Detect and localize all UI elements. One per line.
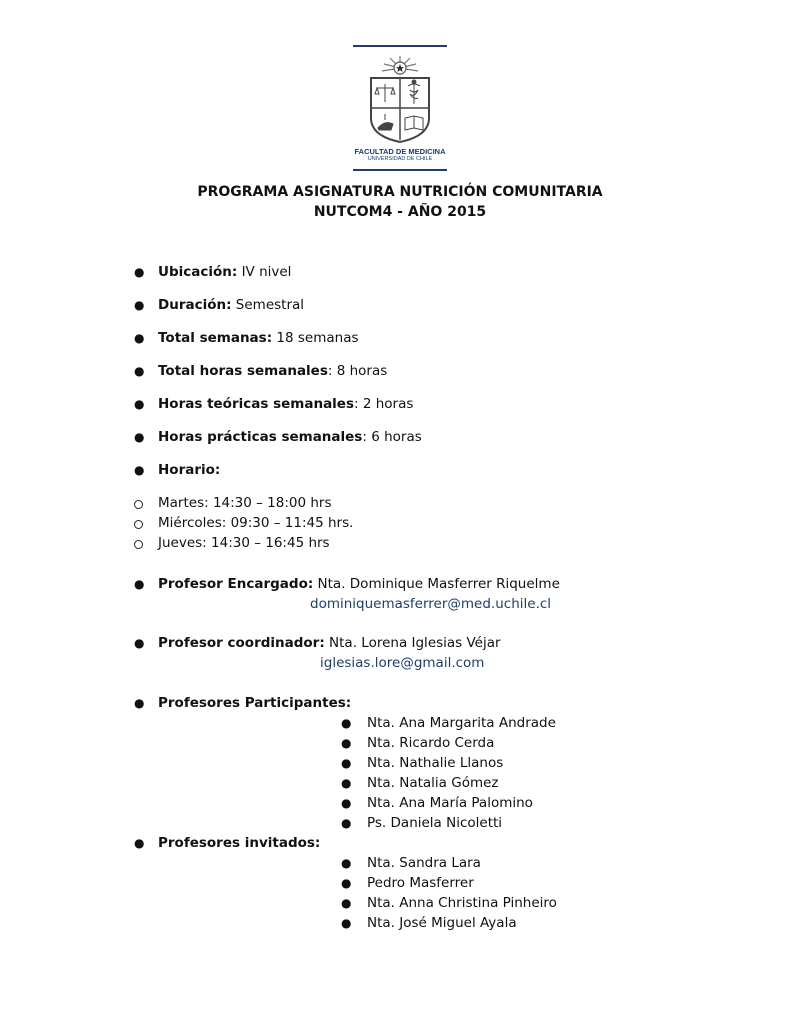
participante-item: Nta. Ricardo Cerda [367,735,495,751]
bullet-icon: ● [134,298,145,312]
circle-bullet-icon [134,540,143,549]
logo-underline [353,168,447,172]
field-total-semanas [158,329,359,347]
invitado-item: Nta. Anna Christina Pinheiro [367,895,557,911]
bullet-icon: ● [341,896,352,910]
logo-university-name: UNIVERSIDAD DE CHILE [367,156,433,162]
bullet-icon: ● [134,463,145,477]
bullet-icon: ● [341,916,352,930]
field-label: Horario: [158,462,221,478]
field-value: : 6 horas [362,429,422,445]
invitado-item: Pedro Masferrer [367,875,474,891]
field-label: Profesores invitados: [158,835,321,851]
bullet-icon: ● [134,265,145,279]
field-total-horas [158,362,387,380]
field-duracion [158,296,304,314]
profesores-participantes [158,694,351,712]
bullet-icon: ● [134,696,145,710]
profesor-coordinador-email[interactable]: iglesias.lore@gmail.com [320,655,485,671]
participante-item: Nta. Natalia Gómez [367,775,499,791]
bullet-icon: ● [134,430,145,444]
bullet-icon: ● [341,876,352,890]
field-label: Total semanas: [158,330,273,346]
bullet-icon: ● [341,856,352,870]
bullet-icon: ● [134,397,145,411]
circle-bullet-icon [134,500,143,509]
bullet-icon: ● [341,796,352,810]
profesor-encargado [158,575,560,593]
university-crest-icon [353,44,447,146]
field-label: Horas teóricas semanales [158,396,355,412]
profesores-invitados [158,834,320,852]
field-label: Profesor coordinador: [158,635,325,651]
page-title: PROGRAMA ASIGNATURA NUTRICIÓN COMUNITARIA [197,184,603,200]
bullet-icon: ● [341,776,352,790]
field-ubicacion [158,263,291,281]
field-horario [158,461,220,479]
profesor-coordinador-name: Nta. Lorena Iglesias Véjar [324,635,501,651]
participante-item: Ps. Daniela Nicoletti [367,815,503,831]
bullet-icon: ● [134,331,145,345]
schedule-item: Martes: 14:30 – 18:00 hrs [158,495,332,511]
circle-bullet-icon [134,520,143,529]
field-label: Profesor Encargado: [158,576,314,592]
participante-item: Nta. Ana María Palomino [367,795,533,811]
page-subtitle: NUTCOM4 - AÑO 2015 [313,204,487,220]
logo-faculty-name: FACULTAD DE MEDICINA [354,147,446,156]
bullet-icon: ● [134,636,145,650]
field-label: Horas prácticas semanales [158,429,363,445]
field-label: Profesores Participantes: [158,695,352,711]
schedule-item: Jueves: 14:30 – 16:45 hrs [158,535,330,551]
field-horas-practicas [158,428,422,446]
bullet-icon: ● [134,836,145,850]
bullet-icon: ● [341,736,352,750]
field-value: : 2 horas [354,396,414,412]
field-value: 18 semanas [272,330,359,346]
profesor-encargado-name: Nta. Dominique Masferrer Riquelme [313,576,560,592]
invitado-item: Nta. Sandra Lara [367,855,481,871]
bullet-icon: ● [134,364,145,378]
faculty-logo [353,44,447,174]
participante-item: Nta. Nathalie Llanos [367,755,504,771]
field-value: IV nivel [237,264,292,280]
bullet-icon: ● [341,756,352,770]
invitado-item: Nta. José Miguel Ayala [367,915,517,931]
bullet-icon: ● [341,716,352,730]
field-label: Ubicación: [158,264,238,280]
bullet-icon: ● [134,577,145,591]
field-value: Semestral [231,297,305,313]
schedule-item: Miércoles: 09:30 – 11:45 hrs. [158,515,354,531]
participante-item: Nta. Ana Margarita Andrade [367,715,556,731]
bullet-icon: ● [341,816,352,830]
field-horas-teoricas [158,395,413,413]
profesor-encargado-email[interactable]: dominiquemasferrer@med.uchile.cl [310,596,552,612]
field-label: Duración: [158,297,232,313]
field-label: Total horas semanales [158,363,328,379]
profesor-coordinador [158,634,501,652]
field-value: : 8 horas [327,363,388,379]
